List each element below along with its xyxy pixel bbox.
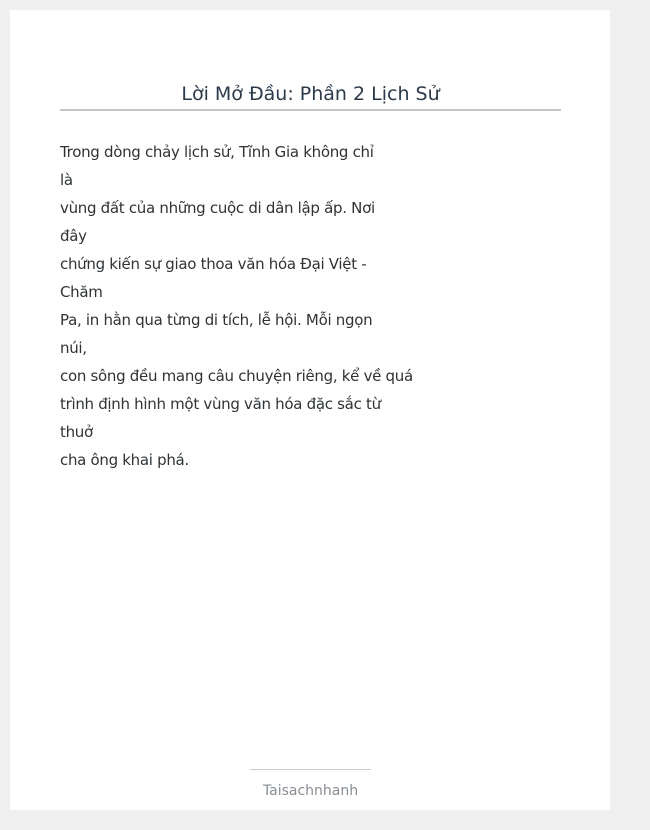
body-line: chứng kiến sự giao thoa văn hóa Đại Việt - xyxy=(60,255,367,273)
document-page xyxy=(10,10,610,810)
body-line: Chăm xyxy=(60,283,103,301)
footer-source: Taisachnhanh xyxy=(262,783,359,799)
body-line: là xyxy=(60,171,73,189)
page-title: Lời Mở Đầu: Phần 2 Lịch Sử xyxy=(181,83,440,105)
body-line: núi, xyxy=(60,339,87,357)
body-line: thuở xyxy=(60,423,93,441)
footer-divider xyxy=(250,769,371,770)
body-line: đây xyxy=(60,227,87,245)
body-line: Pa, in hằn qua từng di tích, lễ hội. Mỗi ngọn xyxy=(60,311,373,329)
body-line: cha ông khai phá. xyxy=(60,451,189,469)
title-divider xyxy=(60,109,561,111)
body-paragraph xyxy=(60,138,420,474)
body-line: Trong dòng chảy lịch sử, Tĩnh Gia không chỉ xyxy=(60,143,374,161)
body-line: trình định hình một vùng văn hóa đặc sắc từ xyxy=(60,395,381,413)
body-line: con sông đều mang câu chuyện riêng, kể về quá xyxy=(60,367,413,385)
body-line: vùng đất của những cuộc di dân lập ấp. Nơi xyxy=(60,199,375,217)
